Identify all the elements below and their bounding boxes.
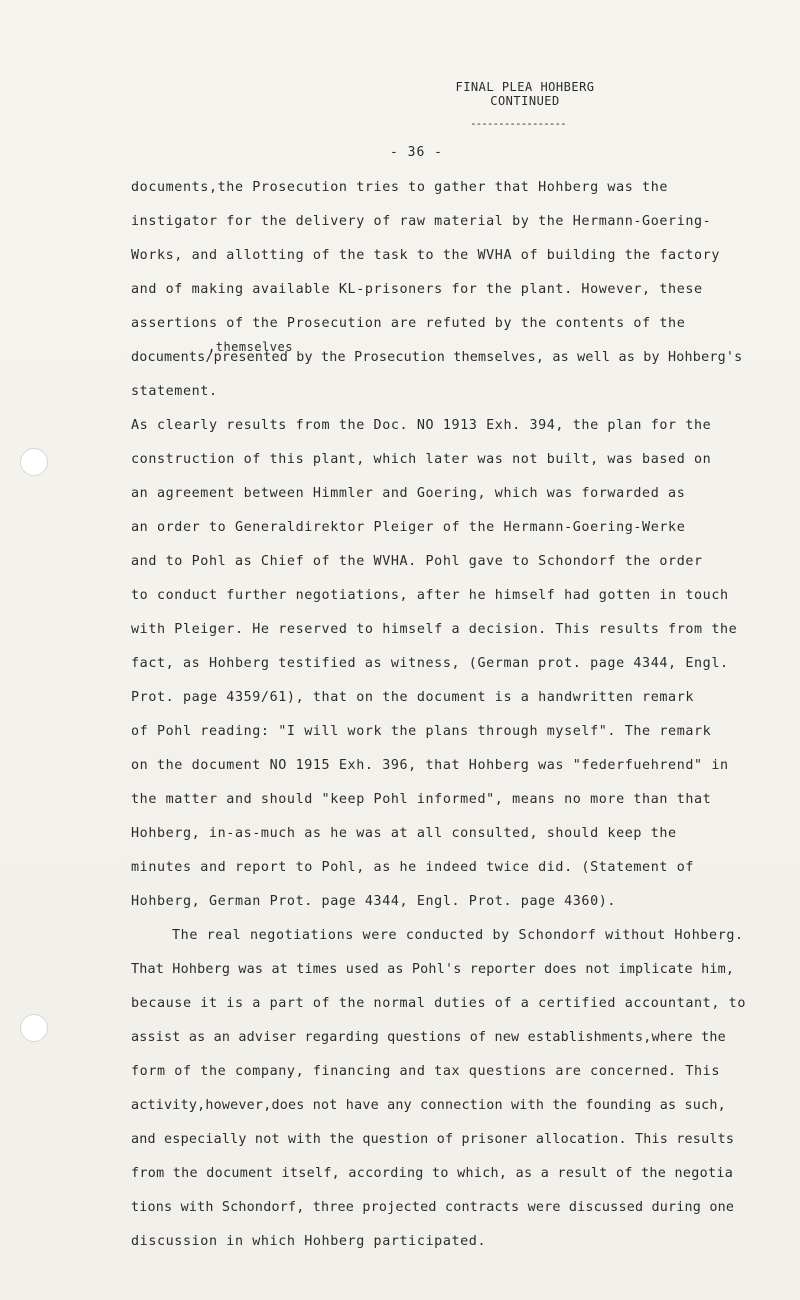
text-line: Hohberg, in-as-much as he was at all consulted, should keep the xyxy=(131,826,677,841)
text-line: As clearly results from the Doc. NO 1913 Exh. 394, the plan for the xyxy=(131,418,712,433)
text-line: tions with Schondorf, three projected contracts were discussed during one xyxy=(131,1200,735,1215)
text-line: form of the company, financing and tax questions are concerned. This xyxy=(131,1064,721,1079)
text-line: statement. xyxy=(131,384,218,399)
text-line: an agreement between Himmler and Goering, which was forwarded as xyxy=(131,486,686,501)
text-line: Prot. page 4359/61), that on the document is a handwritten remark xyxy=(131,690,695,705)
text-line: documents,the Prosecution tries to gather that Hohberg was the xyxy=(131,180,669,195)
page-number: - 36 - xyxy=(390,145,443,160)
interlineation: ,themselves xyxy=(208,340,293,354)
header-rule: ----------------- xyxy=(470,117,566,130)
text-line: assertions of the Prosecution are refuted by the contents of the xyxy=(131,316,686,331)
text-line: because it is a part of the normal duties of a certified accountant, to xyxy=(131,996,746,1011)
header-title: FINAL PLEA HOHBERG xyxy=(455,80,595,94)
text-line: assist as an adviser regarding questions of new establishments,where the xyxy=(131,1030,726,1045)
text-line: fact, as Hohberg testified as witness, (German prot. page 4344, Engl. xyxy=(131,656,729,671)
text-line: discussion in which Hohberg participated. xyxy=(131,1234,487,1249)
text-line: Works, and allotting of the task to the WVHA of building the factory xyxy=(131,248,721,263)
text-line: The real negotiations were conducted by Schondorf without Hohberg. xyxy=(172,928,744,943)
text-line: the matter and should "keep Pohl informed", means no more than that xyxy=(131,792,712,807)
text-line: with Pleiger. He reserved to himself a decision. This results from the xyxy=(131,622,738,637)
text-line: construction of this plant, which later was not built, was based on xyxy=(131,452,712,467)
text-line: and to Pohl as Chief of the WVHA. Pohl gave to Schondorf the order xyxy=(131,554,703,569)
text-line: Hohberg, German Prot. page 4344, Engl. Prot. page 4360). xyxy=(131,894,617,909)
text-line: and of making available KL-prisoners for the plant. However, these xyxy=(131,282,703,297)
punch-hole-bottom xyxy=(20,1014,48,1042)
text-line: an order to Generaldirektor Pleiger of the Hermann-Goering-Werke xyxy=(131,520,686,535)
text-line: instigator for the delivery of raw material by the Hermann-Goering- xyxy=(131,214,712,229)
text-line: to conduct further negotiations, after he himself had gotten in touch xyxy=(131,588,729,603)
text-line: from the document itself, according to which, as a result of the negotia xyxy=(131,1166,734,1181)
text-line: minutes and report to Pohl, as he indeed twice did. (Statement of xyxy=(131,860,695,875)
punch-hole-top xyxy=(20,448,48,476)
text-line: and especially not with the question of prisoner allocation. This results xyxy=(131,1132,735,1147)
text-line: documents/presented by the Prosecution themselves, as well as by Hohberg's xyxy=(131,350,743,365)
document-header xyxy=(440,80,610,108)
text-line: on the document NO 1915 Exh. 396, that Hohberg was "federfuehrend" in xyxy=(131,758,729,773)
header-subtitle: CONTINUED xyxy=(490,94,560,108)
text-line: of Pohl reading: "I will work the plans through myself". The remark xyxy=(131,724,712,739)
text-line: activity,however,does not have any connection with the founding as such, xyxy=(131,1098,726,1113)
text-line: That Hohberg was at times used as Pohl's reporter does not implicate him, xyxy=(131,962,735,977)
